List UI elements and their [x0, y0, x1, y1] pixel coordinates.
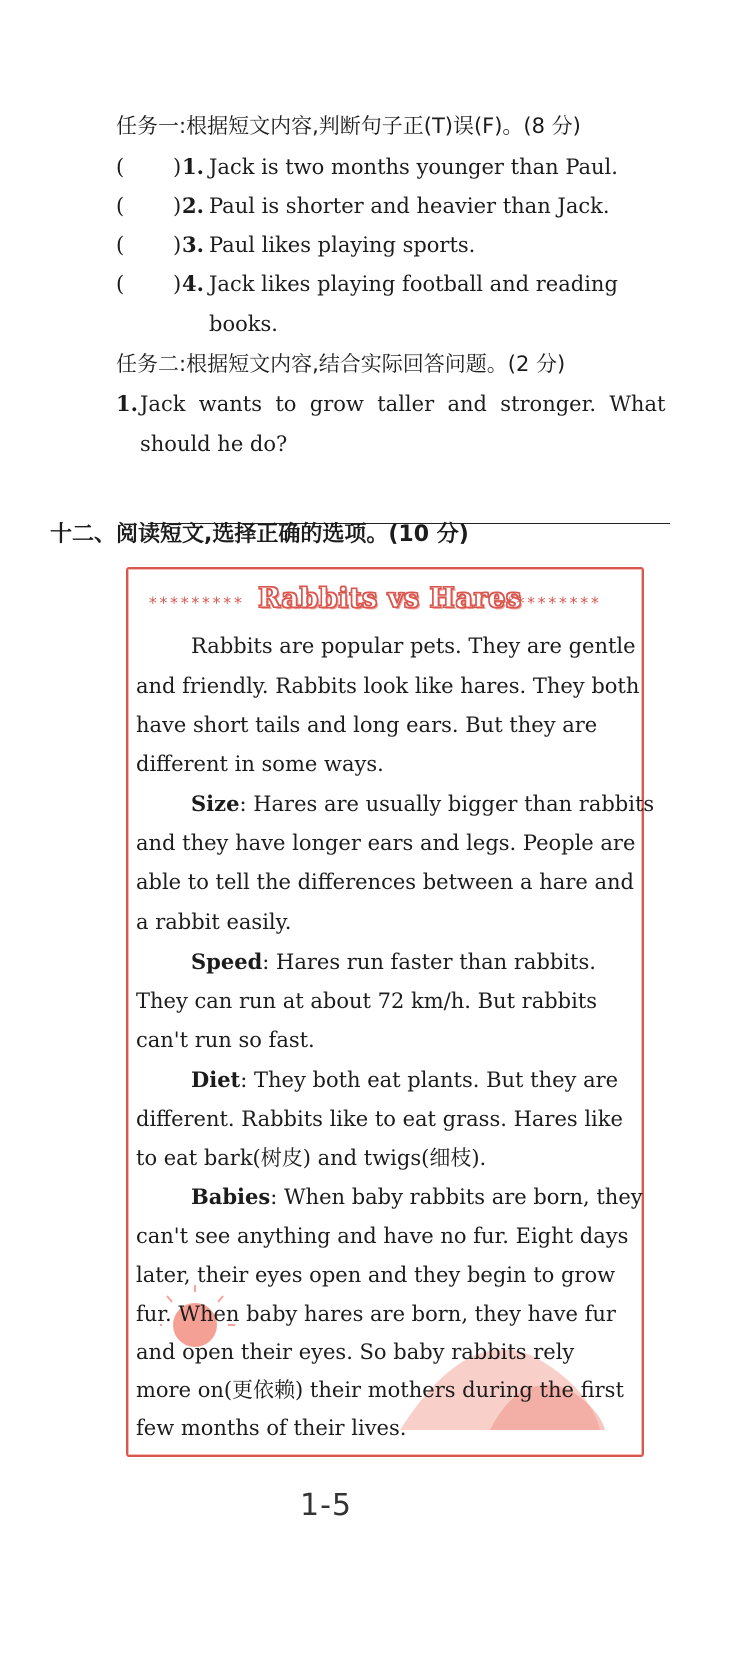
- passage-line: and they have longer ears and legs. People are: [136, 831, 636, 855]
- passage-line: Rabbits are popular pets. They are gentle: [191, 634, 636, 658]
- passage-line: Hares run faster than rabbits.: [276, 950, 596, 974]
- answer-paren-open: (: [116, 272, 125, 296]
- page-number: 1-5: [300, 1488, 352, 1523]
- answer-paren-close: ): [173, 233, 182, 257]
- passage-line: can't see anything and have no fur. Eight days: [136, 1224, 629, 1248]
- statement-text: Jack is two months younger than Paul.: [209, 155, 618, 179]
- passage-line-speed: Speed: Hares run faster than rabbits.: [191, 949, 596, 974]
- answer-paren-open: (: [116, 194, 125, 218]
- passage-line: can't run so fast.: [136, 1028, 315, 1052]
- passage-line: able to tell the differences between a hare and: [136, 870, 634, 894]
- statement-text: Paul likes playing sports.: [209, 233, 476, 257]
- passage-line: few months of their lives.: [136, 1416, 407, 1440]
- diet-label: Diet: [191, 1067, 241, 1092]
- size-label: Size: [191, 791, 240, 816]
- stars-right: *********: [505, 593, 601, 612]
- passage-line: different. Rabbits like to eat grass. Hares like: [136, 1107, 623, 1131]
- passage-line: and friendly. Rabbits look like hares. They both: [136, 674, 640, 698]
- passage-line: a rabbit easily.: [136, 910, 292, 934]
- passage-line-size: Size: Hares are usually bigger than rabbits: [191, 791, 655, 816]
- section12-heading: 十二、阅读短文,选择正确的选项。(10 分): [50, 522, 469, 547]
- passage-line: to eat bark(树皮) and twigs(细枝).: [136, 1146, 487, 1170]
- question-text-line2: should he do?: [140, 432, 288, 456]
- statement-text: Paul is shorter and heavier than Jack.: [209, 194, 610, 218]
- passage-title: Rabbits vs Hares: [258, 583, 522, 614]
- task1-heading: 任务一:根据短文内容,判断句子正(T)误(F)。(8 分): [116, 114, 581, 138]
- item-number: 2.: [182, 193, 204, 218]
- answer-paren-close: ): [173, 272, 182, 296]
- item-number: 4.: [182, 271, 204, 296]
- babies-label: Babies: [191, 1184, 271, 1209]
- passage-line: later, their eyes open and they begin to grow: [136, 1263, 616, 1287]
- answer-paren-close: ): [173, 194, 182, 218]
- answer-paren-close: ): [173, 155, 182, 179]
- question-text-line1: Jack wants to grow taller and stronger. What: [140, 392, 666, 416]
- statement-text: Jack likes playing football and reading: [209, 272, 618, 296]
- passage-line: When baby rabbits are born, they: [283, 1185, 643, 1209]
- item-number: 3.: [182, 232, 204, 257]
- passage-line-babies: Babies: When baby rabbits are born, they: [191, 1184, 643, 1209]
- question-number: 1.: [116, 391, 138, 416]
- task2-heading: 任务二:根据短文内容,结合实际回答问题。(2 分): [116, 352, 566, 376]
- passage-line: have short tails and long ears. But they are: [136, 713, 598, 737]
- passage-line: They both eat plants. But they are: [254, 1068, 619, 1092]
- answer-paren-open: (: [116, 155, 125, 179]
- passage-line: different in some ways.: [136, 752, 384, 776]
- answer-paren-open: (: [116, 233, 125, 257]
- passage-line-diet: Diet: They both eat plants. But they are: [191, 1067, 619, 1092]
- passage-line: and open their eyes. So baby rabbits rely: [136, 1340, 575, 1364]
- passage-line: They can run at about 72 km/h. But rabbits: [136, 989, 598, 1013]
- passage-line: Hares are usually bigger than rabbits: [253, 792, 655, 816]
- passage-line: fur. When baby hares are born, they have fur: [136, 1302, 616, 1326]
- statement-text-continued: books.: [209, 312, 278, 336]
- speed-label: Speed: [191, 949, 263, 974]
- passage-line: more on(更依赖) their mothers during the first: [136, 1378, 624, 1402]
- item-number: 1.: [182, 154, 204, 179]
- stars-left: *********: [148, 593, 244, 612]
